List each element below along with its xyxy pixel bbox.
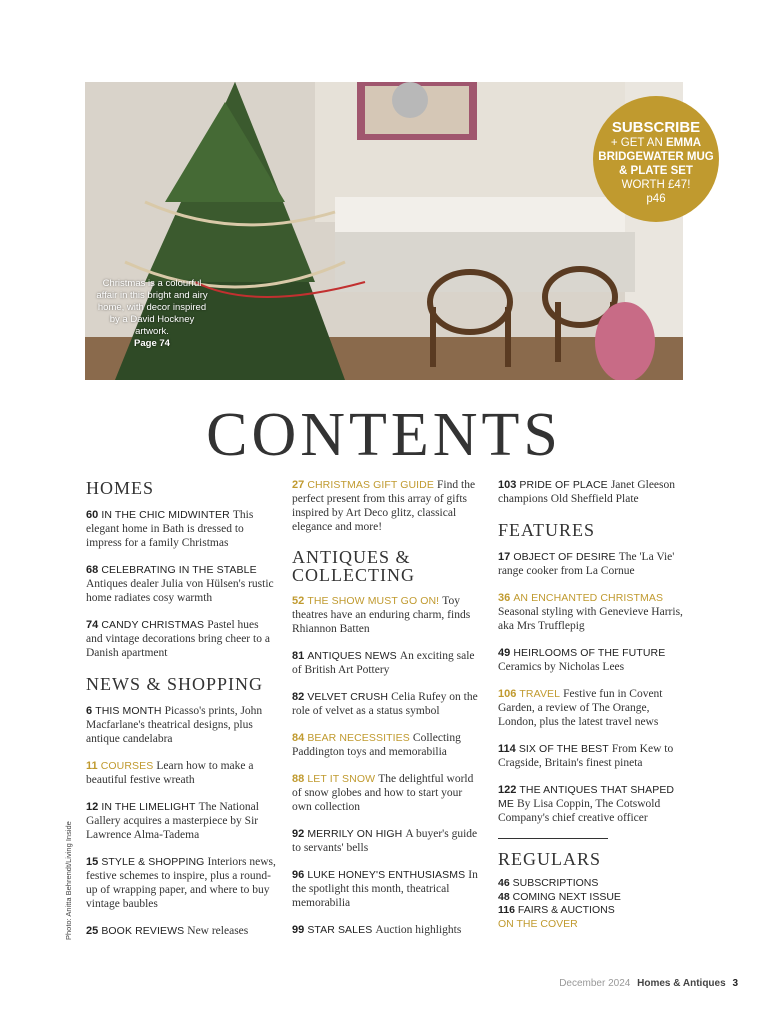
toc-entry[interactable]: 81 ANTIQUES NEWS An exciting sale of British Art Pottery [292,650,475,676]
toc-entry[interactable]: 6 THIS MONTH Picasso's prints, John Macfarlane's theatrical designs, plus antique candelabra [86,705,263,745]
regulars-divider [498,838,608,839]
page-title: CONTENTS [206,401,562,469]
toc-entry[interactable]: 74 CANDY CHRISTMAS Pastel hues and vintage decorations bring cheer to a Danish apartment [86,619,270,659]
photo-caption [96,278,208,350]
photo-credit: Photo: Anitta Behrendt/Living Inside [64,821,73,940]
toc-entry[interactable]: 103 PRIDE OF PLACE Janet Gleeson champions Old Sheffield Plate [498,479,676,505]
toc-entry[interactable]: 49 HEIRLOOMS OF THE FUTURE Ceramics by Nicholas Lees [498,647,666,673]
toc-entry[interactable]: 25 BOOK REVIEWS New releases [86,925,249,937]
badge-subscribe: SUBSCRIBE [611,119,701,136]
column-2 [292,478,482,950]
regulars-item[interactable]: 116 FAIRS & AUCTIONS [498,904,615,916]
badge-offer: + GET AN EMMA BRIDGEWATER MUG & PLATE SET [598,137,714,177]
toc-entry[interactable]: 17 OBJECT OF DESIRE The 'La Vie' range cooker from La Cornue [498,551,675,577]
page-footer [559,978,738,989]
toc-entry[interactable]: 68 CELEBRATING IN THE STABLE Antiques dealer Julia von Hülsen's rustic home radiates cosy warmth [86,564,274,604]
column-3 [498,478,688,931]
toc-entry[interactable]: 92 MERRILY ON HIGH A buyer's guide to servants' bells [292,828,478,854]
toc-entry[interactable]: 36 AN ENCHANTED CHRISTMAS Seasonal styling with Genevieve Harris, aka Mrs Trufflepig [498,592,683,632]
toc-entry[interactable]: 122 THE ANTIQUES THAT SHAPED ME By Lisa Coppin, The Cotswold Company's chief creative officer [498,784,675,824]
caption-text: Christmas is a colourful affair in this bright and airy home, with decor inspired by a David Hockney artwork. [96,278,208,337]
toc-entry[interactable]: 88 LET IT SNOW The delightful world of snow globes and how to start your own collection [292,773,474,813]
badge-worth: WORTH £47! [621,179,691,191]
on-the-cover-link[interactable]: ON THE COVER [498,917,578,930]
toc-entry[interactable]: 15 STYLE & SHOPPING Interiors news, festive schemes to inspire, plus a round-up of wrapping paper, and where to buy vintage baubles [86,856,276,910]
section-heading-antiques-collecting: ANTIQUES & COLLECTING [292,547,415,585]
toc-entry[interactable]: 99 STAR SALES Auction highlights [292,924,462,936]
footer-date: December 2024 [559,978,631,989]
toc-entry[interactable]: 12 IN THE LIMELIGHT The National Gallery acquires a masterpiece by Sir Lawrence Alma-Tadema [86,801,259,841]
toc-entry[interactable]: 52 THE SHOW MUST GO ON! Toy theatres have an enduring charm, finds Rhiannon Batten [292,595,471,635]
section-heading-news-shopping: NEWS & SHOPPING [86,674,264,694]
section-heading-regulars: REGULARS [498,849,602,869]
regulars-item[interactable]: 46 SUBSCRIPTIONS [498,877,599,889]
toc-entry[interactable]: 106 TRAVEL Festive fun in Covent Garden, a review of The Orange, London, plus the latest travel news [498,688,663,728]
caption-page-ref: Page 74 [134,338,170,349]
toc-entry[interactable]: 84 BEAR NECESSITIES Collecting Paddington toys and memorabilia [292,732,461,758]
toc-entry[interactable]: 60 IN THE CHIC MIDWINTER This elegant home in Bath is dressed to impress for a family Christmas [86,509,254,549]
section-heading-features: FEATURES [498,520,596,540]
toc-entry[interactable]: 114 SIX OF THE BEST From Kew to Cragside, Britain's finest pineta [498,743,674,769]
badge-page: p46 [646,193,666,205]
subscribe-badge[interactable] [593,96,719,222]
column-1 [86,478,276,951]
regulars-item[interactable]: 48 COMING NEXT ISSUE [498,890,621,903]
footer-magazine: Homes & Antiques [637,978,726,989]
section-heading-homes: HOMES [86,478,155,498]
toc-entry[interactable]: 96 LUKE HONEY'S ENTHUSIASMS In the spotlight this month, theatrical memorabilia [292,869,478,909]
footer-page-number: 3 [732,978,738,989]
toc-entry[interactable]: 11 COURSES Learn how to make a beautiful festive wreath [86,760,254,786]
toc-entry[interactable]: 82 VELVET CRUSH Celia Rufey on the role of velvet as a status symbol [292,691,478,717]
toc-entry[interactable]: 27 CHRISTMAS GIFT GUIDE Find the perfect present from this array of gifts inspired by Art Deco glitz, classical elegance and more! [292,479,476,533]
